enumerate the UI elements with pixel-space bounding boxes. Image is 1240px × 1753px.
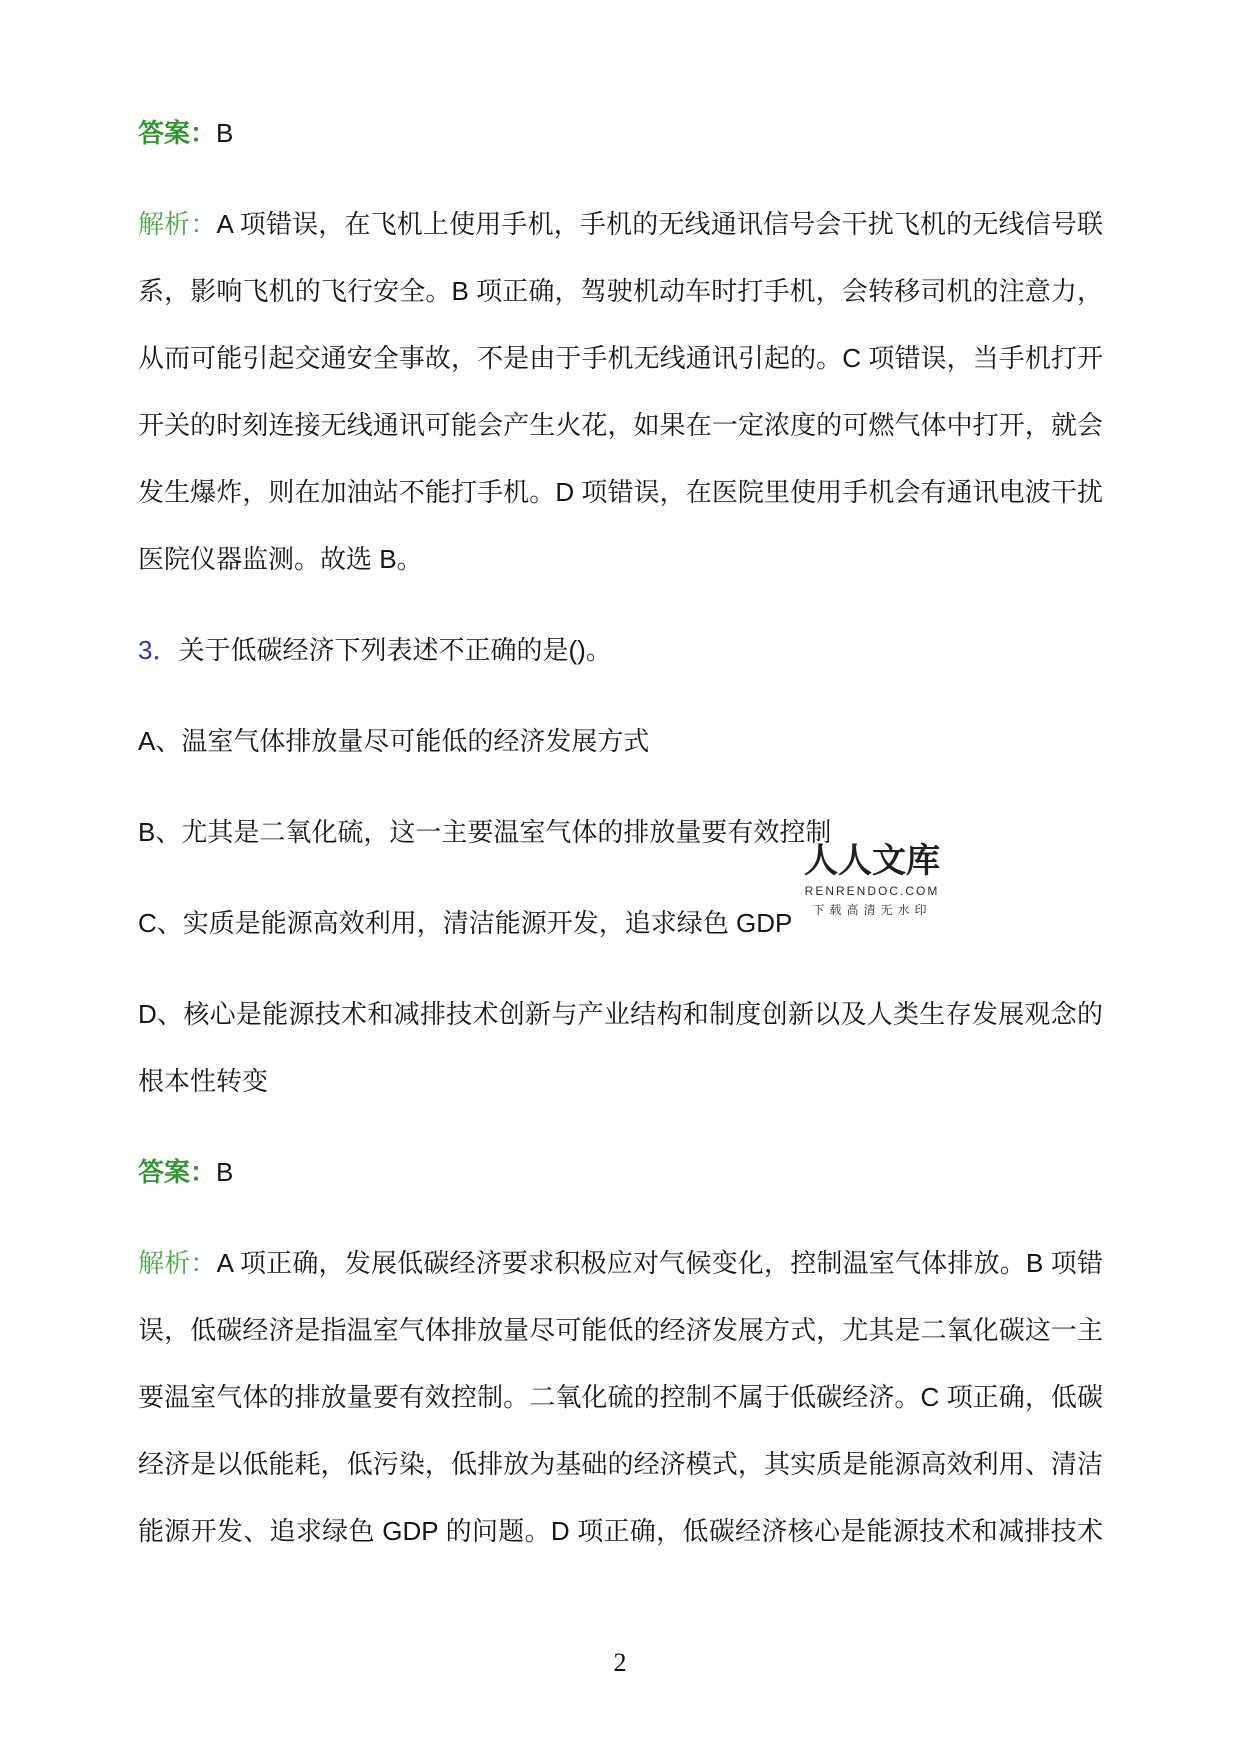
text-segment: C、实质是能源高效利用，清洁能源开发，追求绿色 GDP [138, 908, 793, 938]
answer-q2 [138, 100, 1103, 167]
option-b [138, 799, 1103, 866]
text-line [138, 981, 1103, 1048]
text-line [138, 100, 1103, 167]
page-number: 2 [613, 1648, 627, 1677]
text-line [138, 1139, 1103, 1206]
text-segment: 从而可能引起交通安全事故，不是由于手机无线通讯引起的。C 项错误，当手机打开 [138, 343, 1103, 373]
text-line [138, 459, 1103, 526]
text-segment: 医院仪器监测。故选 B。 [138, 544, 423, 574]
text-line [138, 325, 1103, 392]
text-segment: B、尤其是二氧化硫，这一主要温室气体的排放量要有效控制 [138, 817, 832, 847]
text-line [138, 799, 1103, 866]
watermark-domain: RENRENDOC.COM [804, 884, 940, 898]
explanation-q3 [138, 1230, 1103, 1565]
text-segment: B [216, 118, 234, 148]
text-segment: 根本性转变 [138, 1066, 269, 1096]
text-segment: A、温室气体排放量尽可能低的经济发展方式 [138, 726, 650, 756]
answer-q3 [138, 1139, 1103, 1206]
text-line [138, 1364, 1103, 1431]
question-3 [138, 617, 1103, 684]
text-line [138, 392, 1103, 459]
text-segment: 要温室气体的排放量要有效控制。二氧化硫的控制不属于低碳经济。C 项正确，低碳 [138, 1382, 1103, 1412]
text-line [138, 1431, 1103, 1498]
text-line [138, 617, 1103, 684]
text-segment: 能源开发、追求绿色 GDP 的问题。D 项正确，低碳经济核心是能源技术和减排技术 [138, 1516, 1103, 1546]
text-segment: A 项正确，发展低碳经济要求积极应对气候变化，控制温室气体排放。B 项错 [216, 1248, 1103, 1278]
text-segment: 开关的时刻连接无线通讯可能会产生火花，如果在一定浓度的可燃气体中打开，就会 [138, 410, 1103, 440]
text-segment: 关于低碳经济下列表述不正确的是()。 [178, 635, 612, 665]
explanation-label: 解析： [138, 209, 217, 239]
question-number: 3． [138, 635, 179, 665]
text-segment: D、核心是能源技术和减排技术创新与产业结构和制度创新以及人类生存发展观念的 [138, 999, 1103, 1029]
answer-label: 答案： [138, 118, 217, 148]
text-segment: B [216, 1157, 234, 1187]
text-segment: 发生爆炸，则在加油站不能打手机。D 项错误，在医院里使用手机会有通讯电波干扰 [138, 477, 1103, 507]
explanation-q2 [138, 191, 1103, 593]
text-segment: 经济是以低能耗，低污染，低排放为基础的经济模式，其实质是能源高效利用、清洁 [138, 1449, 1103, 1479]
text-line [138, 258, 1103, 325]
watermark-logo-text: 人人文库 [804, 843, 940, 880]
watermark-tagline: 下载高清无水印 [812, 903, 932, 917]
option-c [138, 890, 1103, 957]
text-segment: A 项错误，在飞机上使用手机，手机的无线通讯信号会干扰飞机的无线信号联 [216, 209, 1103, 239]
text-line [138, 890, 1103, 957]
text-line [138, 191, 1103, 258]
explanation-label: 解析： [138, 1248, 217, 1278]
text-segment: 误，低碳经济是指温室气体排放量尽可能低的经济发展方式，尤其是二氧化碳这一主 [138, 1315, 1103, 1345]
text-segment: 系，影响飞机的飞行安全。B 项正确，驾驶机动车时打手机，会转移司机的注意力， [138, 276, 1103, 306]
text-line [138, 708, 1103, 775]
text-line [138, 526, 1103, 593]
option-a [138, 708, 1103, 775]
answer-label: 答案： [138, 1157, 217, 1187]
option-d [138, 981, 1103, 1115]
text-line [138, 1048, 1103, 1115]
text-line [138, 1297, 1103, 1364]
text-line [138, 1498, 1103, 1565]
text-line [138, 1230, 1103, 1297]
